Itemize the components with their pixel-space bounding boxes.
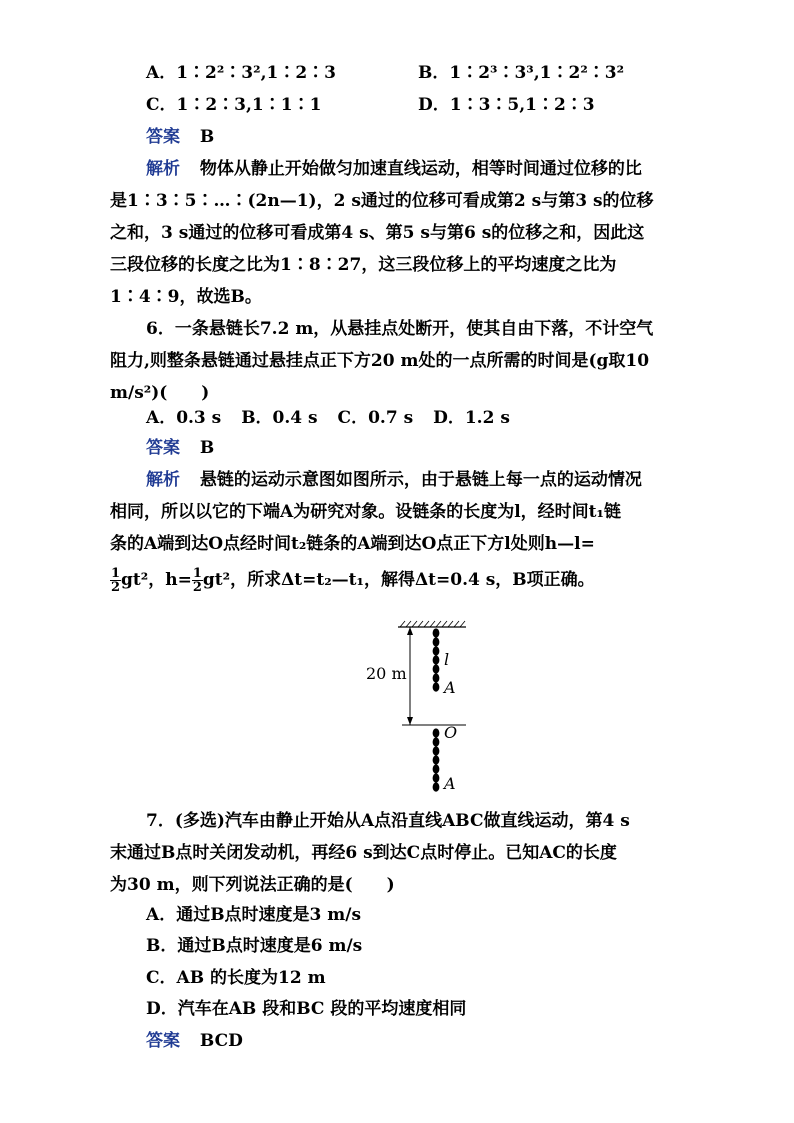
q6-stem-line-1: 6．一条悬链长7.2 m，从悬挂点处断开，使其自由下落，不计空气 [146,319,654,339]
q6-analysis-line-2: 相同，所以以它的下端A为研究对象。设链条的长度为l，经时间t₁链 [110,502,621,522]
q6-analysis-line-1 [146,469,642,491]
q5-analysis-line-4: 三段位移的长度之比为1∶8∶27，这三段位移上的平均速度之比为 [110,255,617,275]
analysis-label: 解析 [146,159,180,179]
analysis-text: 物体从静止开始做匀加速直线运动，相等时间通过位移的比 [199,159,642,179]
q7-stem-line-3: 为30 m，则下列说法正确的是( ) [110,875,395,895]
q5-analysis-line-3: 之和，3 s通过的位移可看成第4 s、第5 s与第6 s的位移之和，因此这 [110,223,645,243]
answer-value: B [199,438,215,458]
distance-label: 20 m [366,664,407,683]
q6-options [146,407,524,429]
answer-value: B [199,127,215,147]
q7-option-c: C．AB 的长度为12 m [146,968,326,988]
q5-analysis-line-1 [146,158,642,180]
q6-answer [146,437,214,459]
q5-option-c: C．1∶2∶3,1∶1∶1 [146,95,322,115]
q6-stem-line-3: m/s²)( ) [110,383,210,403]
answer-label: 答案 [146,438,180,458]
q5-option-row-2 [146,94,595,116]
q6-option-c: C．0.7 s [337,408,414,428]
analysis-text: 悬链的运动示意图如图所示，由于悬链上每一点的运动情况 [199,470,642,490]
answer-label: 答案 [146,127,180,147]
q7-stem-line-1: 7．(多选)汽车由静止开始从A点沿直线ABC做直线运动，第4 s [146,811,630,831]
q7-answer [146,1030,243,1052]
q6-analysis-line-3: 条的A端到达O点经时间t₂链条的A端到达O点正下方l处则h—l= [110,534,595,554]
q6-option-b: B．0.4 s [241,408,318,428]
analysis-label: 解析 [146,470,180,490]
q5-answer [146,126,214,148]
q7-option-d: D．汽车在AB 段和BC 段的平均速度相同 [146,999,467,1019]
q5-option-b: B．1∶2³∶3³,1∶2²∶3² [418,63,625,83]
q7-option-b: B．通过B点时速度是6 m/s [146,936,363,956]
q5-analysis-line-2: 是1∶3∶5∶…∶(2n—1)，2 s通过的位移可看成第2 s与第3 s的位移 [110,191,654,211]
point-o-label: O [444,723,458,742]
q6-option-d: D．1.2 s [433,408,510,428]
q5-option-row-1 [146,62,625,84]
q6-option-a: A．0.3 s [146,408,222,428]
equation-part-2: gt²，所求Δt=t₂—t₁，解得Δt=0.4 s，B项正确。 [202,570,595,590]
end-a-label-top: A [444,678,456,697]
q7-stem-line-2: 末通过B点时关闭发动机，再经6 s到达C点时停止。已知AC的长度 [110,843,617,863]
fraction-half-2: $\frac{1}{2}$ [192,566,202,595]
chain-diagram-svg [348,617,478,800]
q6-stem-line-2: 阻力,则整条悬链通过悬挂点正下方20 m处的一点所需的时间是(g取10 [110,351,650,371]
q5-option-d: D．1∶3∶5,1∶2∶3 [418,95,595,115]
answer-value: BCD [199,1031,243,1051]
answer-label: 答案 [146,1031,180,1051]
fraction-half-1: $\frac{1}{2}$ [111,566,121,595]
length-label: l [444,650,450,669]
q5-analysis-line-5: 1∶4∶9，故选B。 [110,287,262,307]
end-a-label-bottom: A [444,774,456,793]
equation-part-1: gt²，h= [121,570,192,590]
q7-option-a: A．通过B点时速度是3 m/s [146,905,362,925]
q6-analysis-line-4 [110,565,595,595]
q5-option-a: A．1∶2²∶3²,1∶2∶3 [146,63,336,83]
chain-diagram [348,617,478,800]
